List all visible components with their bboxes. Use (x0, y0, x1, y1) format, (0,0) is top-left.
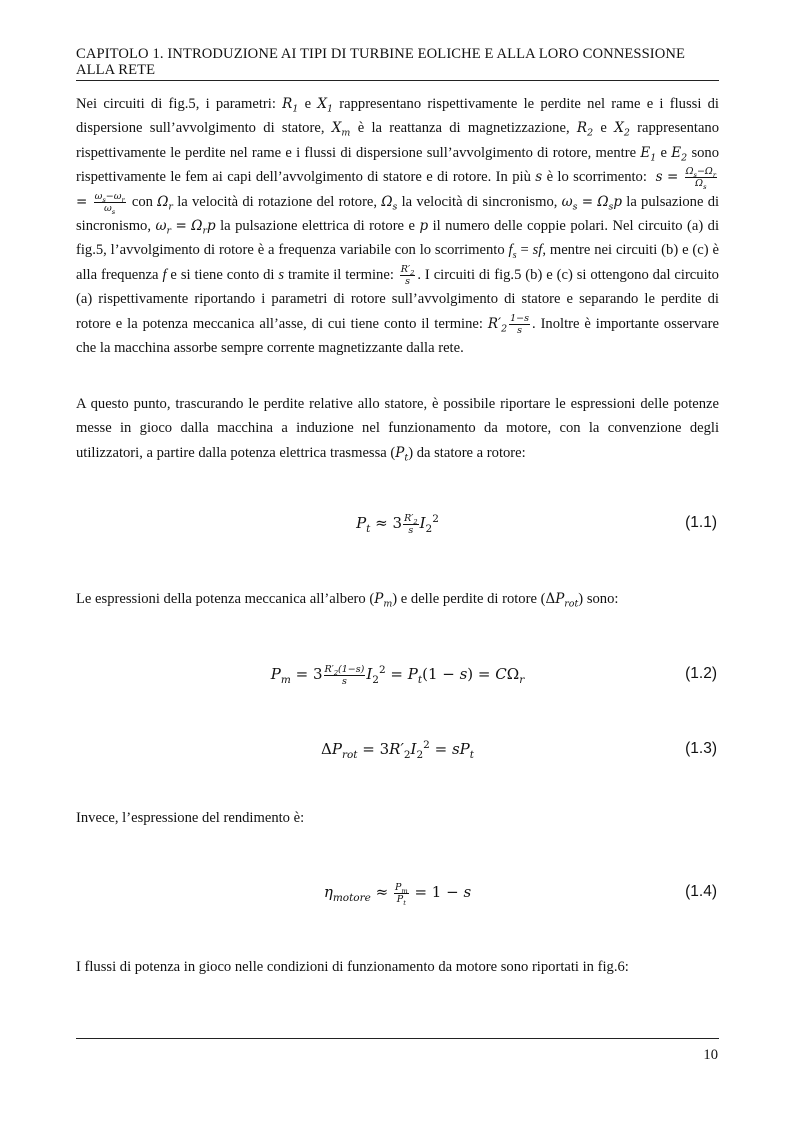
equation-number: (1.1) (685, 514, 717, 531)
paragraph-power-intro: A questo punto, trascurando le perdite relative allo statore, è possibile riportare le espressioni delle potenze messe in gioco dalla macchina a induzione nel funzionamento da motore, con la convenzione degli utilizzatori, a partire dalla potenza elettrica trasmessa $(P_t)$ da statore a rotore: (76, 396, 719, 464)
equation-number: (1.2) (685, 665, 717, 682)
equation-1-1-body: $P_t \approx 3$ $\frac{R'_2}{s}$ $I_2^2$ (356, 512, 439, 536)
paragraph-power-flows: I flussi di potenza in gioco nelle condizioni di funzionamento da motore sono riportati in fig.6: (76, 959, 629, 975)
running-header: CAPITOLO 1. INTRODUZIONE AI TIPI DI TURBINE EOLICHE E ALLA LORO CONNESSIONE ALLA RETE (76, 46, 686, 78)
paragraph-circuit-parameters: Nei circuiti di fig.5, i parametri: $R_1$ e $X_1$ rappresentano rispettivamente le perdite nel rame e i flussi di dispersione sull’avvolgimento di statore, $X_m$ è la reattanza di magnetizzazione, $R_2$ e $X_2$ rappresentano rispettivamente le perdite nel rame e i flussi di dispersione sull’avvolgimento di rotore, mentre $E_1$ e $E_2$ sono rispettivamente le fem ai capi dell’avvolgimento di statore e di rotore. In più s è lo scorrimento: s = $\frac{\Omega_s-\Omega_r}{\Omega_s}$ = $\frac{\omega_s-\omega_r}{\omega_s}$ con $\Omega_r$ la velocità di rotazione del rotore, $\Omega_s$ la velocità di sincronismo, $\omega_s = \Omega_sp$ la pulsazione di sincronismo, $\omega_r = \Omega_rp$ la pulsazione elettrica di rotore e p il numero delle coppie polari. Nel circuito (a) di fig.5, l’avvolgimento di rotore è a frequenza variabile con lo scorrimento $f_s$ = sf, mentre nei circuiti (b) e (c) è alla frequenza f e si tiene conto di s tramite il termine: $\frac{R'_2}{s}$ . I circuiti di fig.5 (b) e (c) si ottengono dal circuito (a) rispettivamente riportando i parametri di rotore sull’avvolgimento di statore e separando le perdite di rotore e la potenza meccanica all’asse, di cui tiene conto il termine: $R'_2$ $\frac{1-s}{s}$ . Inoltre è importante osservare che la macchina assorbe sempre corrente magnetizzante dalla rete. (76, 96, 720, 357)
equation-1-4-body: $\eta_{motore}$ ≈ $\frac{P_m}{P_t}$ = 1 − s (323, 881, 472, 907)
paragraph-efficiency: Invece, l’espressione del rendimento è: (76, 810, 305, 826)
equation-1-3 (76, 729, 719, 769)
footer-rule (76, 1038, 719, 1039)
equation-1-2-body: $P_m = 3$ $\frac{R'_2(1-s)}{s}$ $I_2^2 = P_t(1 - s) = C\Omega_r$ (270, 663, 525, 687)
paragraph-mechanical-power: Le espressioni della potenza meccanica all’albero $(P_m)$ e delle perdite di rotore $(\Delta P_{rot})$ sono: (76, 591, 619, 610)
header-rule (76, 80, 719, 81)
equation-1-3-body: $\Delta P_{rot} = 3R'_2I_2^2 = sP_t$ (321, 739, 474, 761)
page-number: 10 (703, 1047, 718, 1063)
equation-number: (1.4) (685, 883, 717, 900)
equation-1-4 (76, 872, 719, 912)
equation-number: (1.3) (685, 740, 717, 757)
equation-1-2 (76, 654, 719, 694)
equation-1-1 (76, 503, 719, 543)
